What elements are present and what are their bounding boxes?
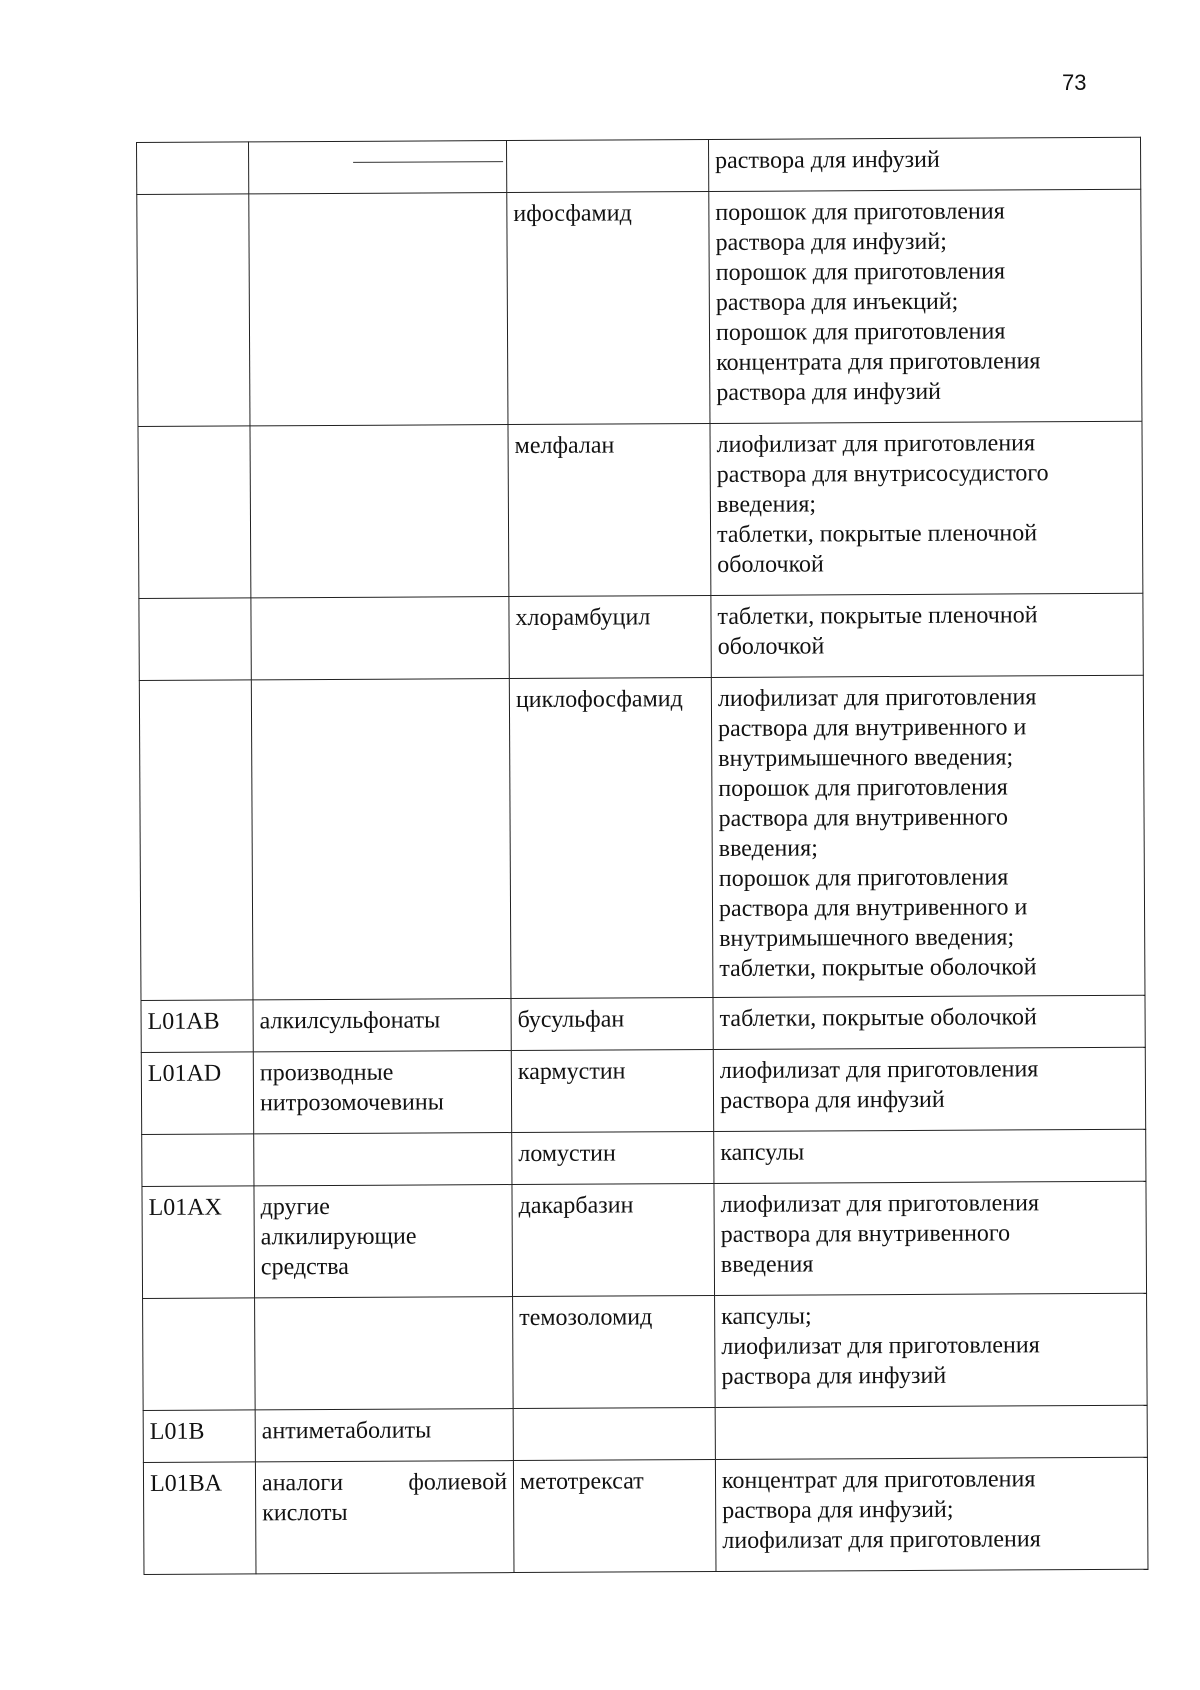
cell-name: кармустин <box>511 1049 713 1132</box>
cell-form <box>715 1405 1147 1459</box>
page-number: 73 <box>1062 70 1087 95</box>
table-row <box>139 593 1143 680</box>
cell-name: мелфалан <box>508 423 711 596</box>
cell-name <box>506 140 708 193</box>
cell-name: хлорамбуцил <box>509 595 711 678</box>
table-row <box>143 1457 1148 1574</box>
table-row <box>142 1129 1146 1186</box>
cell-name: ифосфамид <box>507 192 710 425</box>
cell-group <box>254 1133 512 1186</box>
cell-group: алкилсульфонаты <box>253 999 511 1052</box>
cell-form: лиофилизат для приготовления раствора для инфузий <box>713 1047 1145 1131</box>
cell-group: производные нитрозомочевины <box>253 1051 511 1134</box>
cell-form: таблетки, покрытые пленочной оболочкой <box>711 593 1143 677</box>
cell-name: ломустин <box>512 1131 714 1184</box>
cell-code <box>137 142 249 195</box>
cell-group <box>250 425 509 598</box>
cell-group <box>251 679 511 1000</box>
cell-group <box>249 193 508 426</box>
cell-form: раствора для инфузий <box>708 137 1140 191</box>
dash-mark <box>353 161 503 163</box>
table-row <box>141 995 1145 1052</box>
cell-name <box>513 1407 715 1460</box>
cell-code: L01BA <box>143 1462 256 1575</box>
cell-code: L01AB <box>141 1000 253 1053</box>
cell-code <box>139 598 251 681</box>
table-row <box>138 421 1143 598</box>
cell-group <box>251 597 509 680</box>
table-row <box>141 1047 1145 1134</box>
cell-code: L01AX <box>142 1186 255 1299</box>
cell-form: лиофилизат для приготовления раствора для внутрисосудистого введения; таблетки, покрытые пленочной оболочкой <box>710 421 1143 595</box>
cell-form: концентрат для приготовления раствора для инфузий; лиофилизат для приготовления <box>715 1457 1148 1571</box>
cell-group <box>249 141 507 194</box>
cell-code <box>137 194 250 427</box>
cell-name: дакарбазин <box>512 1183 715 1296</box>
table-row <box>137 137 1141 194</box>
cell-name: темозоломид <box>513 1295 716 1408</box>
cell-name: циклофосфамид <box>509 677 713 998</box>
cell-group: антиметаболиты <box>255 1409 513 1462</box>
cell-code <box>138 426 251 599</box>
cell-group <box>255 1297 514 1410</box>
table-row <box>142 1181 1147 1298</box>
cell-form: таблетки, покрытые оболочкой <box>713 995 1145 1049</box>
cell-name: бусульфан <box>511 997 713 1050</box>
drug-table <box>136 137 1148 1575</box>
cell-group: другие алкилирующие средства <box>254 1185 513 1298</box>
cell-code <box>143 1298 256 1411</box>
cell-form: лиофилизат для приготовления раствора для внутривенного и внутримышечного введения; порошок для приготовления раствора для внутривенного введения; порошок для приготовления раствора для внутривенного и внутримышечного введения; таблетки, покрытые оболочкой <box>711 675 1145 997</box>
cell-code: L01B <box>143 1410 255 1463</box>
cell-code: L01AD <box>141 1052 253 1135</box>
cell-form: капсулы; лиофилизат для приготовления раствора для инфузий <box>715 1293 1148 1407</box>
cell-group: аналоги фолиевой кислоты <box>255 1461 514 1574</box>
cell-form: лиофилизат для приготовления раствора для внутривенного введения <box>714 1181 1147 1295</box>
cell-code <box>142 1134 254 1187</box>
cell-form: порошок для приготовления раствора для инфузий; порошок для приготовления раствора для инъекций; порошок для приготовления концентрата для приготовления раствора для инфузий <box>709 189 1142 423</box>
table-row <box>143 1405 1147 1462</box>
table-row <box>143 1293 1148 1410</box>
table-row <box>137 189 1142 426</box>
cell-name: метотрексат <box>513 1459 716 1572</box>
table-row <box>139 675 1145 1000</box>
cell-form: капсулы <box>714 1129 1146 1183</box>
cell-code <box>139 680 253 1001</box>
